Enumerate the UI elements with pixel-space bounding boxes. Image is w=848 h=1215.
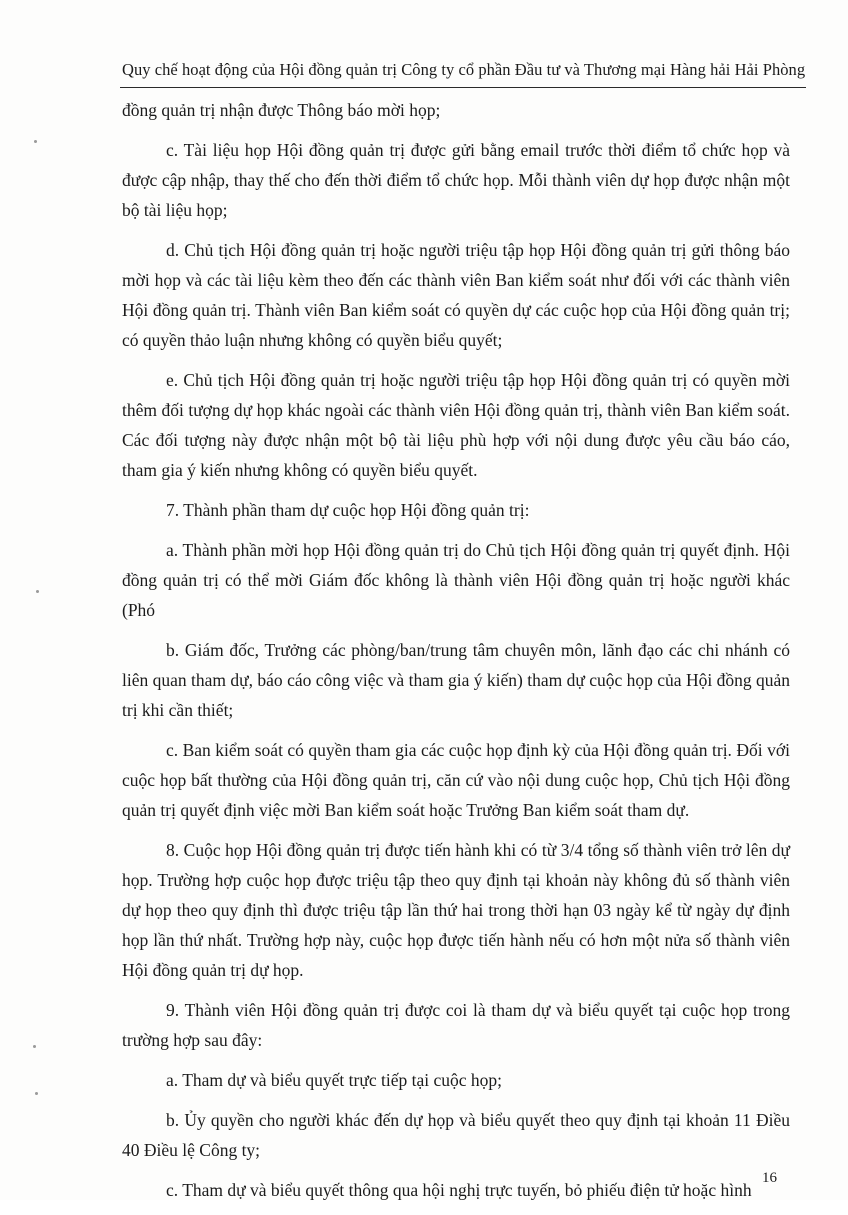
paragraph-9c: c. Tham dự và biểu quyết thông qua hội nghị trực tuyến, bỏ phiếu điện tử hoặc hình bbox=[166, 1180, 752, 1200]
paragraph-7b: b. Giám đốc, Trưởng các phòng/ban/trung tâm chuyên môn, lãnh đạo các chi nhánh có liên quan tham dự, báo cáo công việc và tham gia ý kiến) tham dự cuộc họp của Hội đồng quản trị khi cần thiết; bbox=[122, 640, 790, 720]
paragraph-7a: a. Thành phần mời họp Hội đồng quản trị do Chủ tịch Hội đồng quản trị quyết định. Hội đồng quản trị có thể mời Giám đốc không là thành viên Hội đồng quản trị hoặc người khác (Phó bbox=[122, 540, 790, 620]
paragraph-section-7: 7. Thành phần tham dự cuộc họp Hội đồng quản trị: bbox=[166, 500, 530, 520]
running-header: Quy chế hoạt động của Hội đồng quản trị Công ty cổ phần Đầu tư và Thương mại Hàng hải Hải Phòng bbox=[122, 60, 806, 79]
scan-speck bbox=[35, 1092, 38, 1095]
header-rule bbox=[120, 87, 806, 88]
paragraph-9a: a. Tham dự và biểu quyết trực tiếp tại cuộc họp; bbox=[166, 1070, 502, 1090]
scan-speck bbox=[34, 140, 37, 143]
paragraph-9b: b. Ủy quyền cho người khác đến dự họp và biểu quyết theo quy định tại khoản 11 Điều 40 Điều lệ Công ty; bbox=[122, 1110, 790, 1160]
paragraph-section-8: 8. Cuộc họp Hội đồng quản trị được tiến hành khi có từ 3/4 tổng số thành viên trở lên dự họp. Trường hợp cuộc họp được triệu tập theo quy định tại khoản này không đủ số thành viên dự họp theo quy định thì được triệu tập lần thứ hai trong thời hạn 03 ngày kể từ ngày dự định họp lần thứ nhất. Trường hợp này, cuộc họp được tiến hành nếu có hơn một nửa số thành viên Hội đồng quản trị dự họp. bbox=[122, 840, 790, 980]
paragraph-item-d: d. Chủ tịch Hội đồng quản trị hoặc người triệu tập họp Hội đồng quản trị gửi thông báo mời họp và các tài liệu kèm theo đến các thành viên Ban kiểm soát như đối với các thành viên Hội đồng quản trị. Thành viên Ban kiểm soát có quyền dự các cuộc họp của Hội đồng quản trị; có quyền thảo luận nhưng không có quyền biểu quyết; bbox=[122, 240, 790, 350]
paragraph-continuation: đồng quản trị nhận được Thông báo mời họp; bbox=[122, 100, 441, 120]
paragraph-item-e: e. Chủ tịch Hội đồng quản trị hoặc người triệu tập họp Hội đồng quản trị có quyền mời thêm đối tượng dự họp khác ngoài các thành viên Hội đồng quản trị, thành viên Ban kiểm soát. Các đối tượng này được nhận một bộ tài liệu phù hợp với nội dung được yêu cầu báo cáo, tham gia ý kiến nhưng không có quyền biểu quyết. bbox=[122, 370, 790, 480]
paragraph-item-c: c. Tài liệu họp Hội đồng quản trị được gửi bằng email trước thời điểm tổ chức họp và được cập nhập, thay thế cho đến thời điểm tổ chức họp. Mỗi thành viên dự họp được nhận một bộ tài liệu họp; bbox=[122, 140, 790, 220]
paragraph-section-9: 9. Thành viên Hội đồng quản trị được coi là tham dự và biểu quyết tại cuộc họp trong trường hợp sau đây: bbox=[122, 1000, 790, 1050]
page-number: 16 bbox=[762, 1170, 777, 1186]
document-body bbox=[122, 95, 790, 1215]
scan-speck bbox=[36, 590, 39, 593]
paragraph-7c: c. Ban kiểm soát có quyền tham gia các cuộc họp định kỳ của Hội đồng quản trị. Đối với cuộc họp bất thường của Hội đồng quản trị, căn cứ vào nội dung cuộc họp, Chủ tịch Hội đồng quản trị quyết định việc mời Ban kiểm soát hoặc Trưởng Ban kiểm soát tham dự. bbox=[122, 740, 790, 820]
scan-speck bbox=[33, 1045, 36, 1048]
